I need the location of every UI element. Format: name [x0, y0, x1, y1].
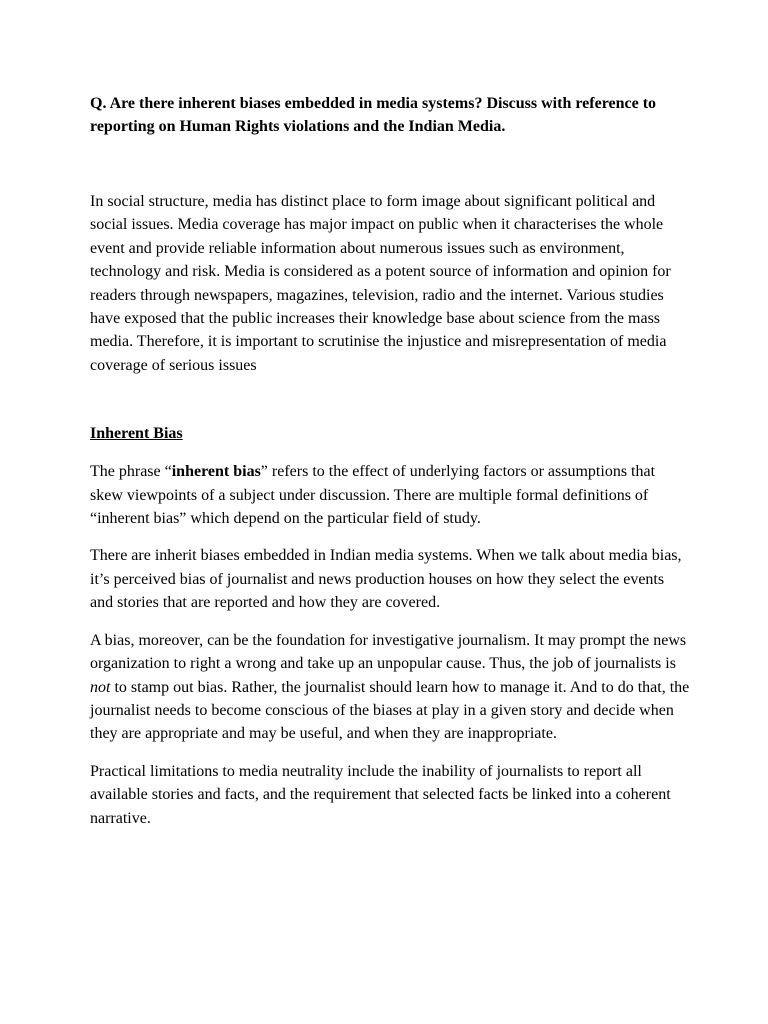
document-page — [90, 92, 690, 830]
section-heading: Inherent Bias — [90, 425, 183, 443]
paragraph-definition-start: The phrase “ — [90, 463, 172, 481]
question-text: Q. Are there inherent biases embedded in media systems? Discuss with reference to reporting on Human Rights violations and the Indian Media. — [90, 95, 657, 135]
paragraph-investigative — [90, 629, 690, 746]
paragraph-limitations: Practical limitations to media neutrality include the inability of journalists to report all available stories and facts, and the requirement that selected facts be linked into a coherent narrative. — [90, 762, 671, 827]
intro-paragraph: In social structure, media has distinct place to form image about significant political and social issues. Media coverage has major impact on public when it characterises the whole event and provide reliable information about numerous issues such as environment, technology and risk. Media is considered as a potent source of information and opinion for readers through newspapers, magazines, television, radio and the internet. Various studies have exposed that the public increases their knowledge base about science from the mass media. Therefore, it is important to scrutinise the injustice and misrepresentation of media coverage of serious issues — [90, 193, 671, 374]
paragraph-investigative-end: to stamp out bias. Rather, the journalist should learn how to manage it. And to do that, the journalist needs to become conscious of the biases at play in a given story and decide when they are appropriate and may be useful, and when they are inappropriate. — [90, 678, 690, 743]
paragraph-definition — [90, 460, 690, 530]
paragraph-investigative-start: A bias, moreover, can be the foundation for investigative journalism. It may prompt the news organization to right a wrong and take up an unpopular cause. Thus, the job of journalists is — [90, 631, 687, 673]
emphasis-not: not — [90, 678, 111, 696]
paragraph-definition-end: ” refers to the effect of underlying factors or assumptions that skew viewpoints of a subject under discussion. There are multiple formal definitions of “inherent bias” which depend on the particular field of study. — [90, 463, 656, 528]
paragraph-indian-media: There are inherit biases embedded in Indian media systems. When we talk about media bias, it’s perceived bias of journalist and news production houses on how they select the events and stories that are reported and how they are covered. — [90, 547, 682, 612]
inherent-bias-term: inherent bias — [171, 463, 261, 481]
